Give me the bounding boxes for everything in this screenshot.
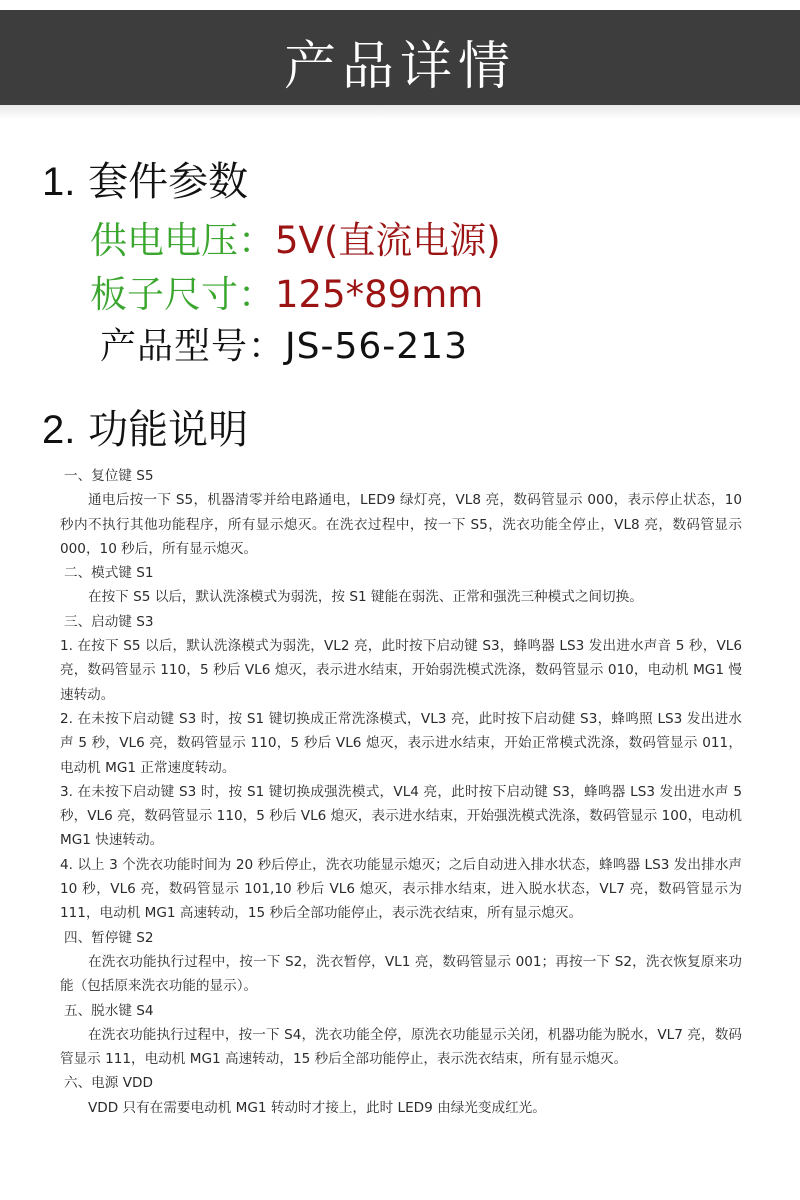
banner-shadow: [0, 105, 800, 119]
section-number: 2.: [42, 408, 76, 452]
description-paragraph: 在洗衣功能执行过程中，按一下 S4，洗衣功能全停，原洗衣功能显示关闭，机器功能为脱水，VL7 亮，数码管显示 111，电动机 MG1 高速转动，15 秒后全部功能停止，表示洗衣结束，所有显示熄灭。: [60, 1026, 742, 1068]
param-row-voltage: [90, 210, 501, 264]
section-title: 功能说明: [88, 407, 249, 453]
description-paragraph: 在按下 S5 以后，默认洗涤模式为弱洗，按 S1 键能在弱洗、正常和强洗三种模式之间切换。: [88, 589, 643, 606]
description-paragraph: 通电后按一下 S5，机器清零并给电路通电，LED9 绿灯亮，VL8 亮，数码管显示 000，表示停止状态，10 秒内不执行其他功能程序，所有显示熄灭。在洗衣过程中，按一下 S5，洗衣功能全停止，VL8 亮，数码管显示 000，10 秒后，所有显示熄灭。: [60, 492, 742, 557]
param-row-model: [100, 318, 468, 369]
param-label: 产品型号：: [100, 326, 286, 367]
description-paragraph: 3. 在未按下启动键 S3 时，按 S1 键切换成强洗模式，VL4 亮，此时按下启动键 S3，蜂鸣器 LS3 发出进水声 5 秒，VL6 亮，数码管显示 110，5 秒后 VL6 熄灭，表示进水结束，开始强洗模式洗涤，数码管显示 100，电动机 MG1 快速转动。: [60, 783, 742, 849]
section-heading-kit-params: [42, 150, 248, 207]
subsection-heading: 二、模式键 S1: [64, 565, 154, 582]
param-value: JS-56-213: [285, 326, 468, 367]
subsection-heading: 四、暂停键 S2: [64, 929, 154, 946]
description-paragraph: 在洗衣功能执行过程中，按一下 S2，洗衣暂停，VL1 亮，数码管显示 001；再按一下 S2，洗衣恢复原来功能（包括原来洗衣功能的显示）。: [60, 953, 742, 995]
page-title: 产品详情: [283, 37, 516, 97]
subsection-heading: 五、脱水键 S4: [64, 1002, 154, 1019]
param-label: 板子尺寸：: [90, 273, 275, 316]
description-paragraph: 1. 在按下 S5 以后，默认洗涤模式为弱洗，VL2 亮，此时按下启动键 S3，蜂鸣器 LS3 发出进水声音 5 秒，VL6 亮，数码管显示 110，5 秒后 VL6 熄灭，表示进水结束，开始弱洗模式洗涤，数码管显示 010，电动机 MG1 慢速转动。: [60, 638, 742, 703]
function-description: [60, 464, 742, 1120]
param-label: 供电电压：: [90, 219, 275, 262]
subsection-heading: 三、启动键 S3: [64, 613, 154, 630]
description-paragraph: 2. 在未按下启动键 S3 时，按 S1 键切换成正常洗涤模式，VL3 亮，此时按下启动健 S3，蜂鸣照 LS3 发出进水声 5 秒，VL6 亮，数码管显示 110，5 秒后 VL6 熄灭，表示进水结束，开始正常模式洗涤，数码管显示 011，电动机 MG1 正常速度转动。: [60, 710, 742, 776]
subsection-heading: 一、复位键 S5: [64, 468, 154, 484]
param-row-board-size: [90, 264, 483, 318]
description-paragraph: 4. 以上 3 个洗衣功能时间为 20 秒后停止，洗衣功能显示熄灭；之后自动进入排水状态，蜂鸣器 LS3 发出排水声 10 秒，VL6 亮，数码管显示 101,10 秒后 VL6 熄灭，表示排水结束，进入脱水状态，VL7 亮，数码管显示为 111，电动机 MG1 高速转动，15 秒后全部功能停止，表示洗衣结束，所有显示熄灭。: [60, 856, 742, 922]
param-value: 125*89mm: [275, 273, 484, 316]
subsection-heading: 六、电源 VDD: [64, 1075, 153, 1092]
description-paragraph: VDD 只有在需要电动机 MG1 转动时才接上，此时 LED9 由绿光变成红光。: [88, 1099, 546, 1116]
section-number: 1.: [42, 160, 76, 204]
section-heading-functions: [42, 398, 248, 455]
header-banner: [0, 10, 800, 105]
param-value: 5V(直流电源): [275, 219, 501, 262]
section-title: 套件参数: [88, 159, 249, 205]
